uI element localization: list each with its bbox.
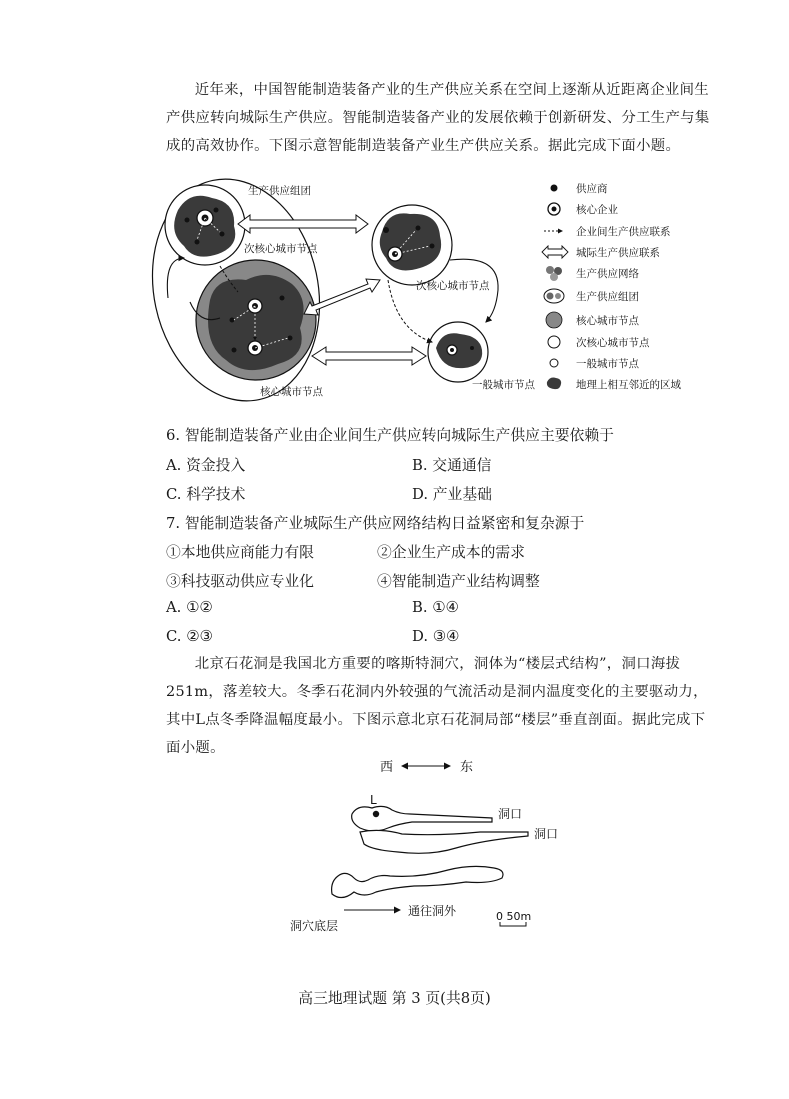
core-city-icon <box>546 312 562 328</box>
intercity-link-diagonal <box>304 279 380 315</box>
entrance-1-label: 洞口 <box>498 807 523 821</box>
lower-cave-passage <box>332 866 503 897</box>
label-sub-node-1: 次核心城市节点 <box>244 243 318 255</box>
general-city-icon <box>550 359 558 367</box>
legend-label-6: 核心城市节点 <box>576 315 639 327</box>
direction-west: 西 <box>380 760 394 775</box>
legend-label-9: 地理上相互邻近的区域 <box>576 379 681 391</box>
label-general-node: 一般城市节点 <box>472 379 535 391</box>
q6-option-a[interactable]: A. 资金投入 <box>166 457 246 474</box>
supply-relationship-diagram <box>150 180 710 405</box>
supplier-dot-icon <box>551 185 558 192</box>
q7-option-a[interactable]: A. ①② <box>166 599 213 616</box>
legend-label-7: 次核心城市节点 <box>576 337 650 349</box>
legend <box>542 182 681 391</box>
page-footer: 高三地理试题 第 3 页(共8页) <box>298 990 491 1007</box>
q7-item-2: ②企业生产成本的需求 <box>377 544 525 561</box>
q7-option-d[interactable]: D. ③④ <box>412 628 460 645</box>
q7-item-1: ①本地供应商能力有限 <box>166 544 314 561</box>
adjacent-region-icon <box>547 378 561 390</box>
label-core-node: 核心城市节点 <box>260 386 323 398</box>
question-6-stem: 6. 智能制造装备产业由企业间生产供应转向城际生产供应主要依赖于 <box>166 427 614 444</box>
legend-label-2: 企业间生产供应联系 <box>576 226 671 238</box>
sub-core-city-icon <box>548 336 560 348</box>
adjacent-region-core <box>208 275 304 370</box>
q7-item-3: ③科技驱动供应专业化 <box>166 573 314 590</box>
passage-1: 近年来，中国智能制造装备产业的生产供应关系在空间上逐渐从近距离企业间生产供应转向城际生产供应。智能制造装备产业的发展依赖于创新研发、分工生产与集成的高效协作。下图示意智能制造装备产业生产供应关系。据此完成下面小题。 <box>166 82 710 154</box>
label-sub-node-2: 次核心城市节点 <box>416 280 490 292</box>
network-icon <box>546 266 562 281</box>
q7-item-4: ④智能制造产业结构调整 <box>377 573 540 590</box>
scale-label: 0 50m <box>496 910 532 923</box>
passage-2: 北京石花洞是我国北方重要的喀斯特洞穴，洞体为“楼层式结构”，洞口海拔251m，落差较大。冬季石花洞内外较强的气流活动是洞内温度变化的主要驱动力，其中L点冬季降温幅度最小。下图示意北京石花洞局部“楼层”垂直剖面。据此完成下面小题。 <box>166 656 708 756</box>
point-l-marker <box>373 811 379 817</box>
legend-label-3: 城际生产供应联系 <box>576 247 660 259</box>
middle-cave-passage <box>360 830 528 853</box>
cave-profile-diagram <box>280 752 570 942</box>
q7-option-c[interactable]: C. ②③ <box>166 628 213 645</box>
legend-label-1: 核心企业 <box>576 204 618 216</box>
label-group: 生产供应组团 <box>248 185 311 197</box>
legend-label-0: 供应商 <box>576 183 608 195</box>
bottom-layer-label: 洞穴底层 <box>290 919 339 933</box>
group-icon <box>544 289 564 303</box>
q6-option-c[interactable]: C. 科学技术 <box>166 486 246 503</box>
adjacent-region-top-right <box>380 213 441 270</box>
q6-option-d[interactable]: D. 产业基础 <box>412 486 492 503</box>
question-7-stem: 7. 智能制造装备产业城际生产供应网络结构日益紧密和复杂源于 <box>166 515 585 532</box>
q7-option-b[interactable]: B. ①④ <box>412 599 459 616</box>
intercity-link-top <box>238 215 368 233</box>
entrance-2-label: 洞口 <box>534 827 559 841</box>
to-outside-label: 通往洞外 <box>408 904 457 918</box>
legend-label-5: 生产供应组团 <box>576 291 639 303</box>
double-arrow-icon <box>542 246 568 258</box>
upper-cave-passage <box>352 806 492 831</box>
point-l-label: L <box>370 793 377 807</box>
legend-label-8: 一般城市节点 <box>576 358 639 370</box>
legend-label-4: 生产供应网络 <box>576 268 639 280</box>
q6-option-b[interactable]: B. 交通通信 <box>412 457 492 474</box>
intercity-link-bottom <box>312 347 426 365</box>
direction-east: 东 <box>460 760 474 775</box>
